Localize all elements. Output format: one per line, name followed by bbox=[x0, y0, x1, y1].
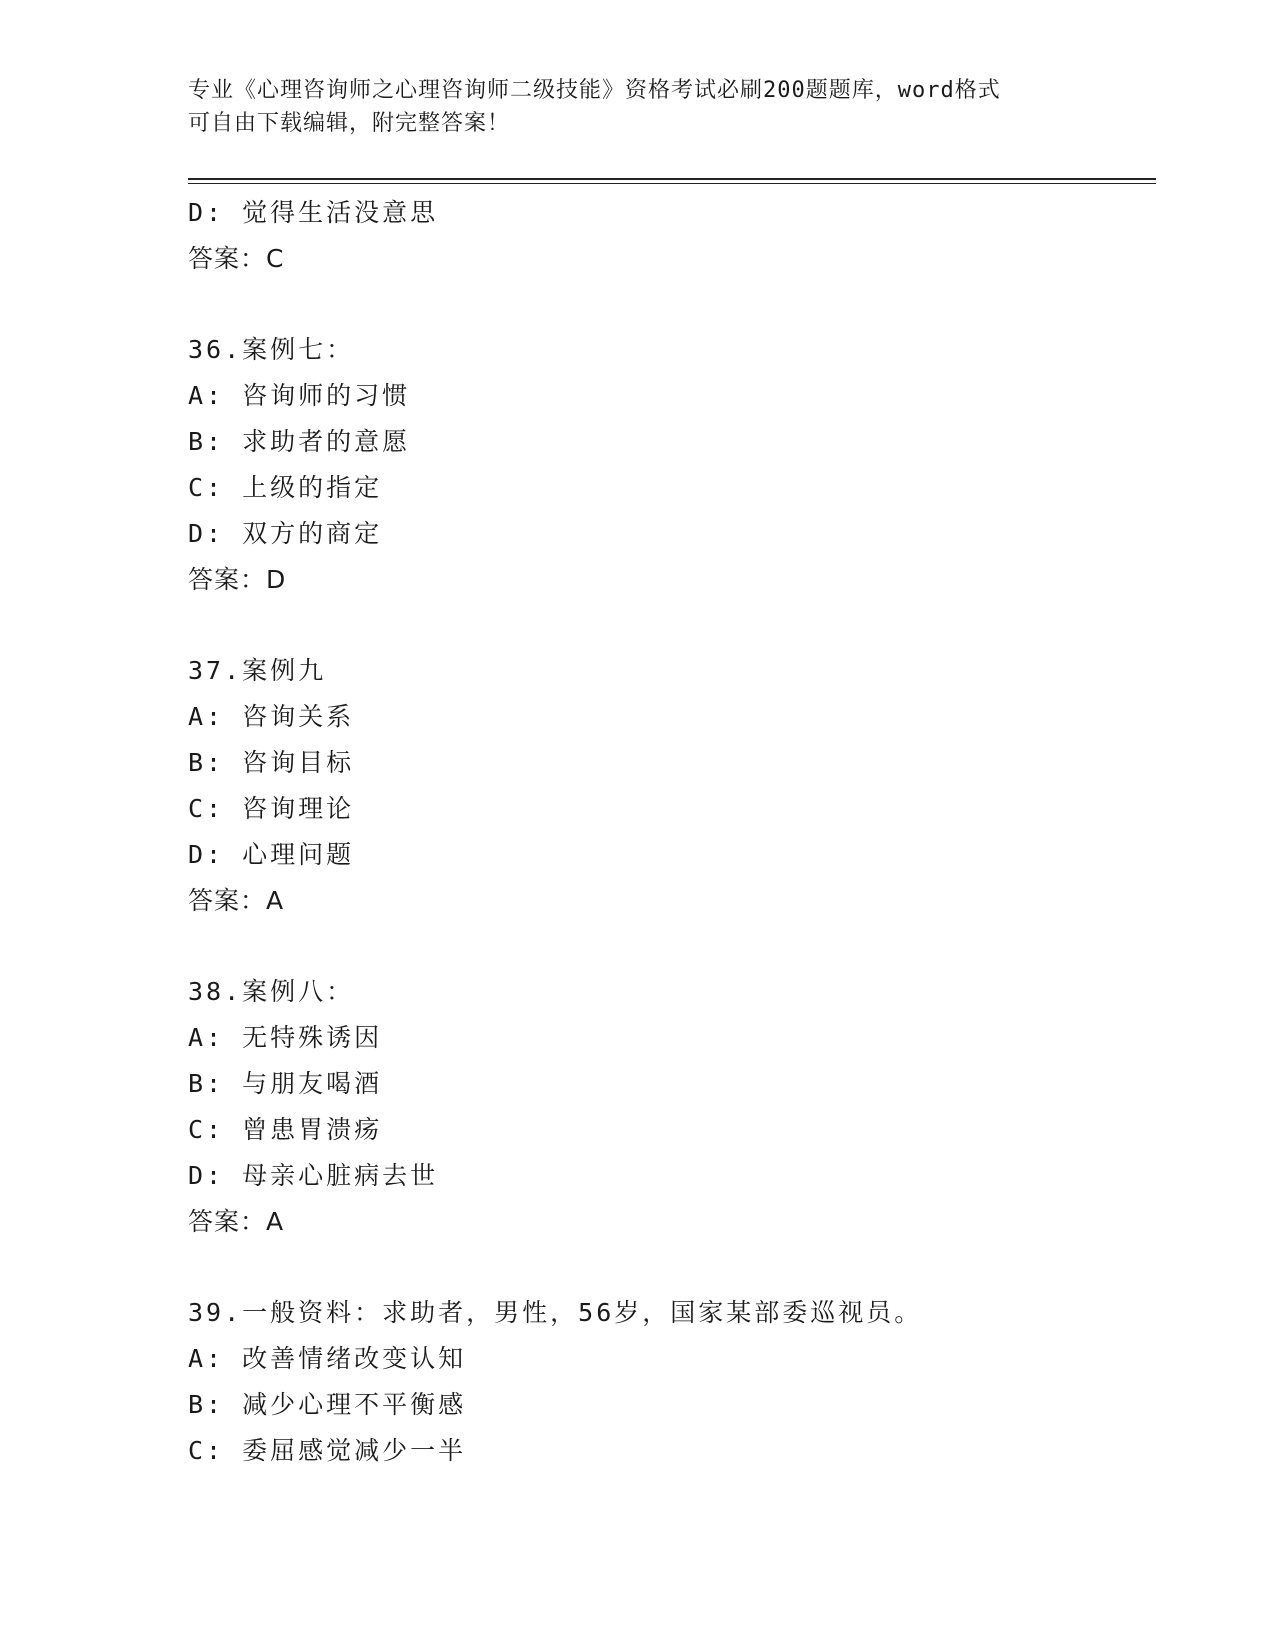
document-body bbox=[188, 190, 1148, 1474]
question-36-option-c: C: 上级的指定 bbox=[188, 473, 383, 502]
question-36-title: 36.案例七： bbox=[188, 335, 355, 364]
question-39-option-b: B: 减少心理不平衡感 bbox=[188, 1390, 467, 1419]
spacer bbox=[188, 924, 1148, 969]
question-39-title: 39.一般资料：求助者，男性，56岁，国家某部委巡视员。 bbox=[188, 1298, 923, 1327]
question-37-title: 37.案例九 bbox=[188, 656, 327, 685]
spacer bbox=[188, 603, 1148, 648]
prev-question-answer: 答案：C bbox=[188, 244, 285, 273]
header-rule-thick bbox=[188, 178, 1156, 180]
question-38-answer: 答案：A bbox=[188, 1207, 285, 1236]
question-36-option-b: B: 求助者的意愿 bbox=[188, 427, 411, 456]
prev-question-option-d: D: 觉得生活没意思 bbox=[188, 198, 439, 227]
header-line-2: 可自由下载编辑，附完整答案！ bbox=[188, 111, 511, 136]
header-line-1: 专业《心理咨询师之心理咨询师二级技能》资格考试必刷200题题库，word格式 bbox=[188, 78, 1001, 103]
question-38-option-c: C: 曾患胃溃疡 bbox=[188, 1115, 383, 1144]
question-37-option-b: B: 咨询目标 bbox=[188, 748, 355, 777]
question-38-option-b: B: 与朋友喝酒 bbox=[188, 1069, 383, 1098]
question-38-title: 38.案例八： bbox=[188, 977, 355, 1006]
question-37-option-d: D: 心理问题 bbox=[188, 840, 355, 869]
question-36-option-a: A: 咨询师的习惯 bbox=[188, 381, 411, 410]
spacer bbox=[188, 1245, 1148, 1290]
question-38-option-d: D: 母亲心脏病去世 bbox=[188, 1161, 439, 1190]
question-39-option-c: C: 委屈感觉减少一半 bbox=[188, 1436, 467, 1465]
question-39-option-a: A: 改善情绪改变认知 bbox=[188, 1344, 467, 1373]
question-36-answer: 答案：D bbox=[188, 565, 287, 594]
question-37-answer: 答案：A bbox=[188, 886, 285, 915]
question-38-option-a: A: 无特殊诱因 bbox=[188, 1023, 383, 1052]
document-header bbox=[188, 74, 1088, 140]
question-37-option-a: A: 咨询关系 bbox=[188, 702, 355, 731]
spacer bbox=[188, 282, 1148, 327]
header-rule-thin bbox=[188, 183, 1156, 184]
question-36-option-d: D: 双方的商定 bbox=[188, 519, 383, 548]
question-37-option-c: C: 咨询理论 bbox=[188, 794, 355, 823]
